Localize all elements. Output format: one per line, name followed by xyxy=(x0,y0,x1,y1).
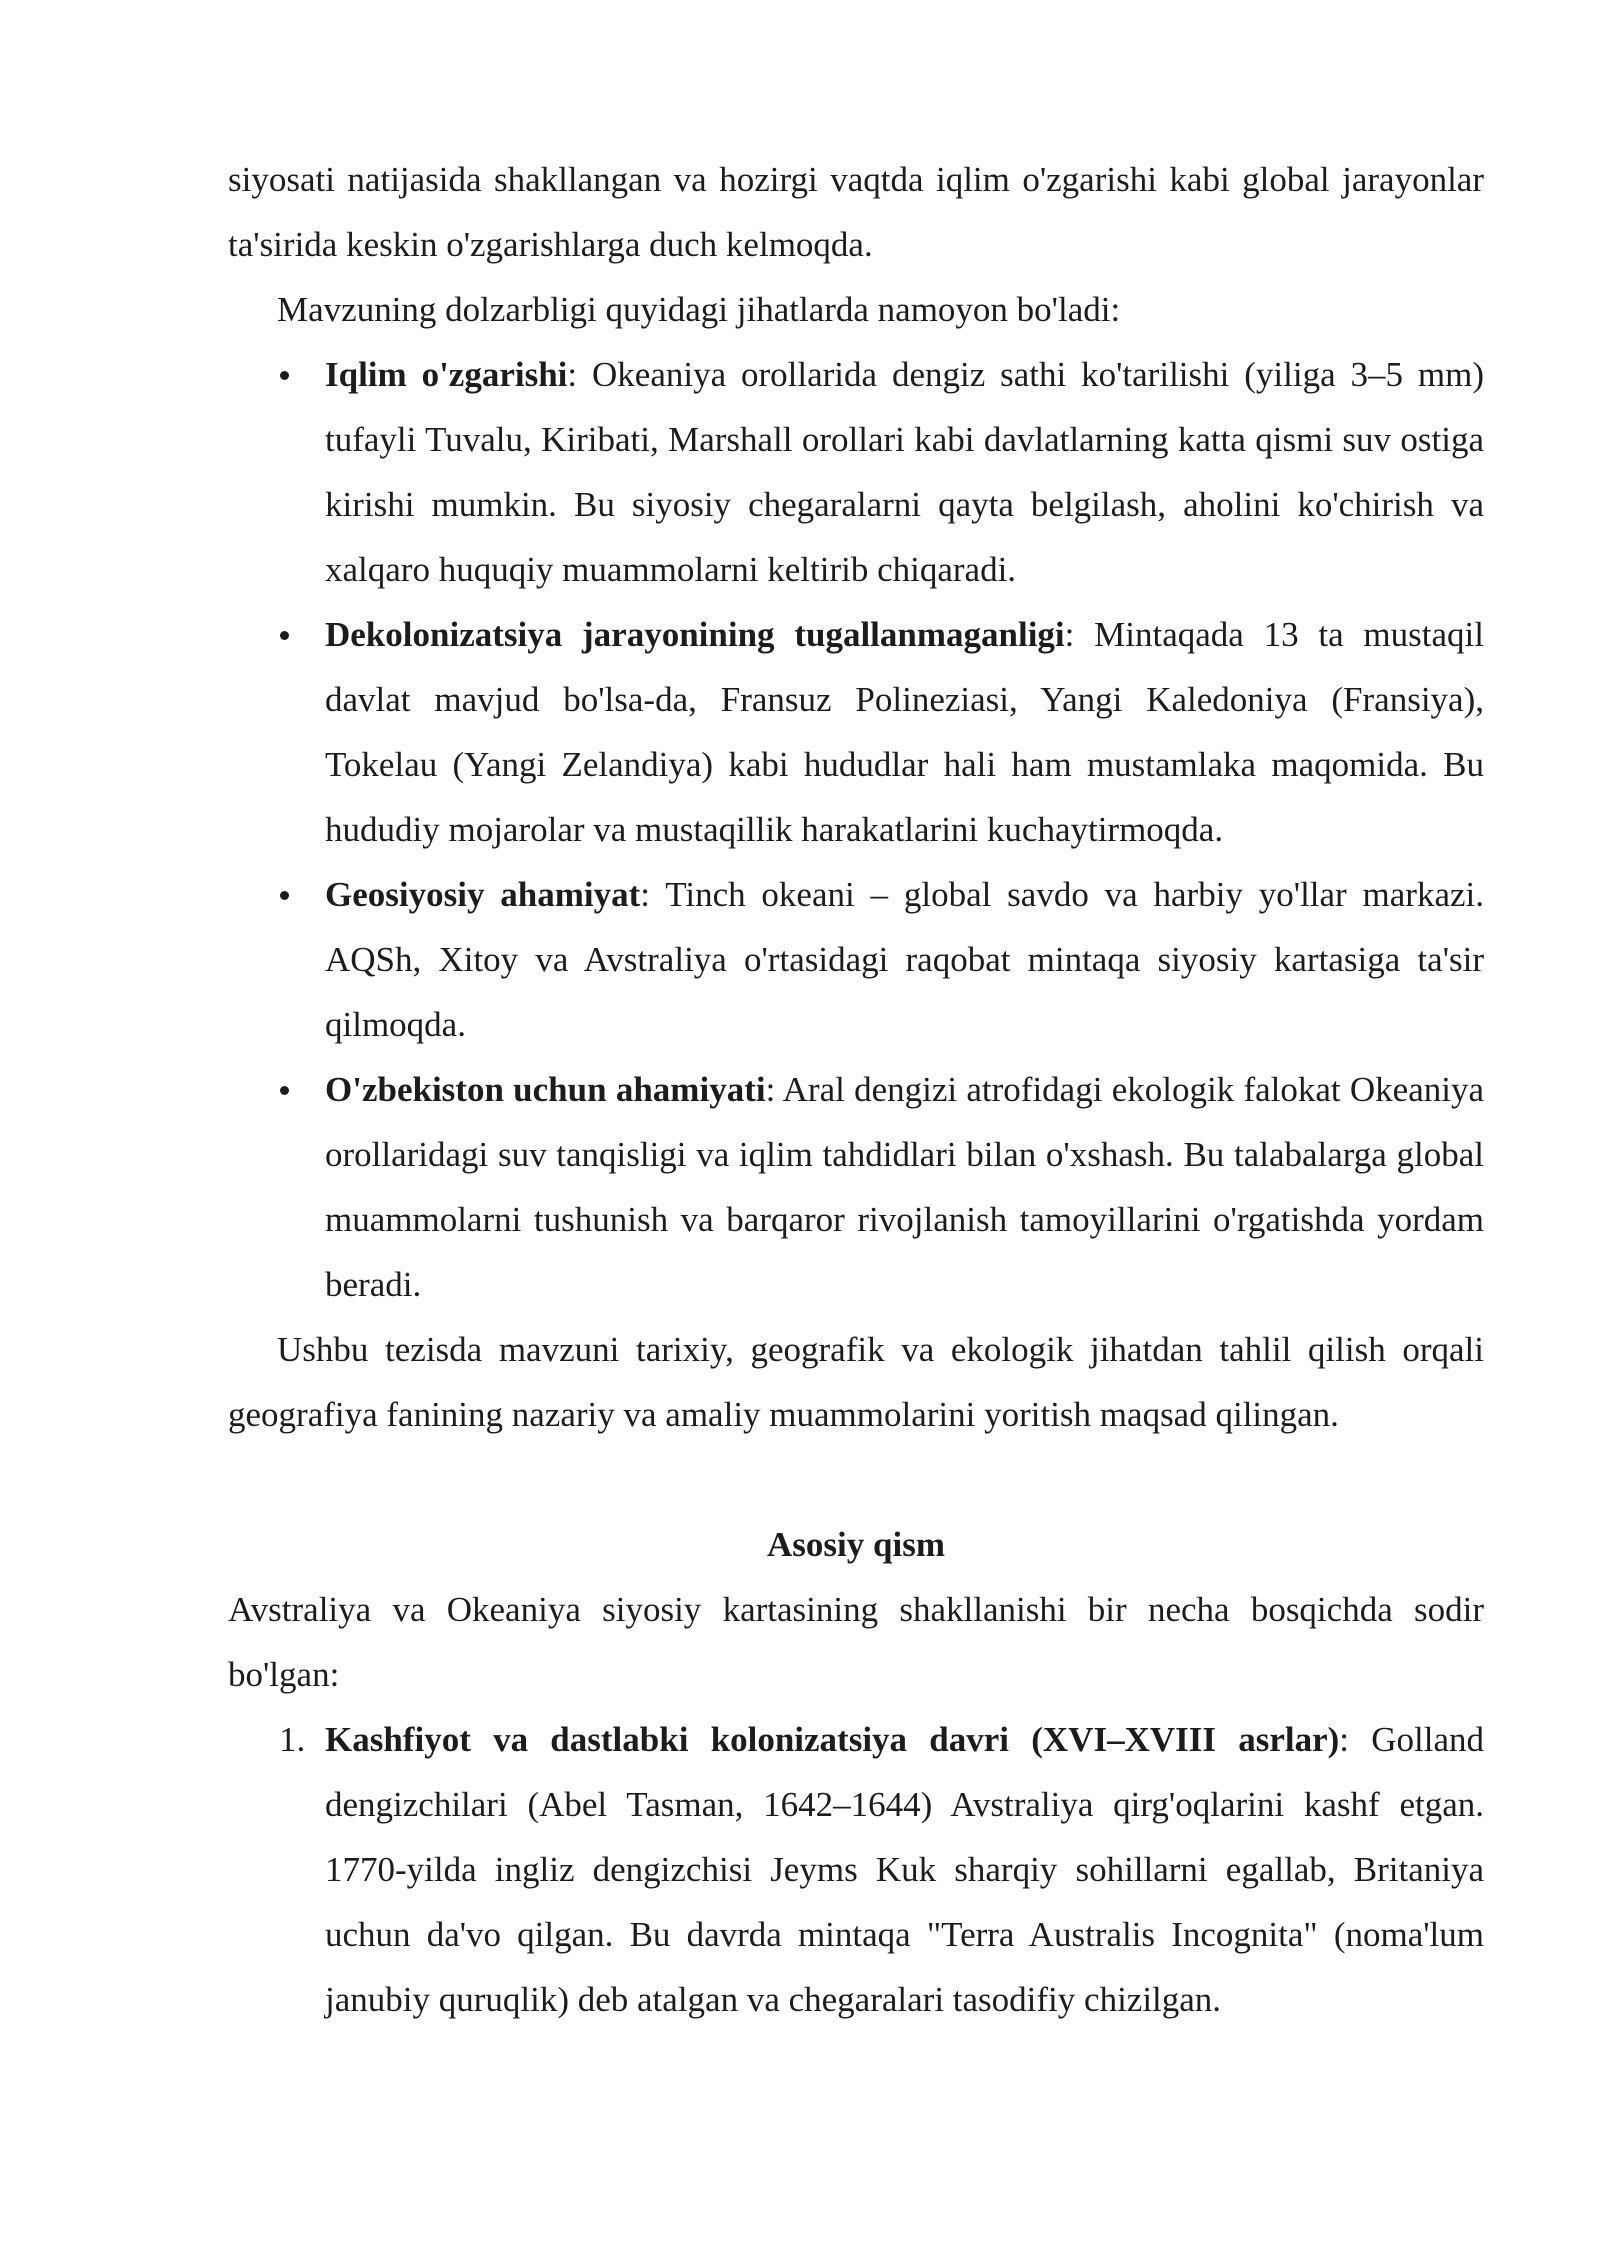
bullet-item-uzbekistan xyxy=(228,1057,1484,1317)
relevance-bullet-list xyxy=(228,342,1484,1317)
item-text: : Golland dengizchilari (Abel Tasman, 1642–1644) Avstraliya qirg'oqlarini kashf etgan. 1770-yilda ingliz dengizchisi Jeyms Kuk sharqiy sohillarni egallab, Britaniya uchun da'vo qilgan. Bu davrda mintaqa "Terra Australis Incognita" (noma'lum janubiy quruqlik) deb atalgan va chegaralari tasodifiy chizilgan. xyxy=(325,1720,1484,2019)
conclusion-paragraph: Ushbu tezisda mavzuni tarixiy, geografik va ekologik jihatdan tahlil qilish orqali geografiya fanining nazariy va amaliy muammolarini yoritish maqsad qilingan. xyxy=(228,1330,1484,1434)
item-term: Kashfiyot va dastlabki kolonizatsiya davri (XVI–XVIII asrlar) xyxy=(325,1720,1340,1759)
intro-paragraph-continuation: siyosati natijasida shakllangan va hozirgi vaqtda iqlim o'zgarishi kabi global jarayonlar ta'sirida keskin o'zgarishlarga duch kelmoqda. xyxy=(228,160,1484,264)
section-spacer xyxy=(228,1447,1484,1512)
bullet-icon xyxy=(280,631,289,640)
main-section-intro: Avstraliya va Okeaniya siyosiy kartasining shakllanishi bir necha bosqichda sodir bo'lgan: xyxy=(228,1590,1484,1694)
bullet-text: : Okeaniya orollarida dengiz sathi ko'tarilishi (yiliga 3–5 mm) tufayli Tuvalu, Kiribati, Marshall orollari kabi davlatlarning katta qismi suv ostiga kirishi mumkin. Bu siyosiy chegaralarni qayta belgilash, aholini ko'chirish va xalqaro huquqiy muammolarni keltirib chiqaradi. xyxy=(325,355,1484,589)
bullet-item-geopolitics xyxy=(228,862,1484,1057)
stages-numbered-list xyxy=(228,1707,1484,2032)
bullet-icon xyxy=(280,891,289,900)
section-title: Asosiy qism xyxy=(767,1525,945,1564)
bullet-icon xyxy=(280,371,289,380)
bullet-text: : Tinch okeani – global savdo va harbiy yo'llar markazi. AQSh, Xitoy va Avstraliya o'rtasidagi raqobat mintaqa siyosiy kartasiga ta'sir qilmoqda. xyxy=(325,875,1484,1044)
relevance-lead: Mavzuning dolzarbligi quyidagi jihatlarda namoyon bo'ladi: xyxy=(277,290,1121,329)
bullet-term: Dekolonizatsiya jarayonining tugallanmaganligi xyxy=(325,615,1065,654)
bullet-item-decolonization xyxy=(228,602,1484,862)
bullet-text: : Mintaqada 13 ta mustaqil davlat mavjud bo'lsa-da, Fransuz Polineziasi, Yangi Kaledoniya (Fransiya), Tokelau (Yangi Zelandiya) kabi hududlar hali ham mustamlaka maqomida. Bu hududiy mojarolar va mustaqillik harakatlarini kuchaytirmoqda. xyxy=(325,615,1484,849)
bullet-icon xyxy=(280,1086,289,1095)
bullet-term: O'zbekiston uchun ahamiyati xyxy=(325,1070,766,1109)
document-page xyxy=(228,147,1484,2032)
bullet-term: Geosiyosiy ahamiyat xyxy=(325,875,641,914)
item-number: 1. xyxy=(279,1720,306,1759)
bullet-text: : Aral dengizi atrofidagi ekologik falokat Okeaniya orollaridagi suv tanqisligi va iqlim tahdidlari bilan o'xshash. Bu talabalarga global muammolarni tushunish va barqaror rivojlanish tamoyillarini o'rgatishda yordam beradi. xyxy=(325,1070,1484,1304)
numbered-item-discovery-period xyxy=(228,1707,1484,2032)
bullet-term: Iqlim o'zgarishi xyxy=(325,355,568,394)
bullet-item-climate-change xyxy=(228,342,1484,602)
